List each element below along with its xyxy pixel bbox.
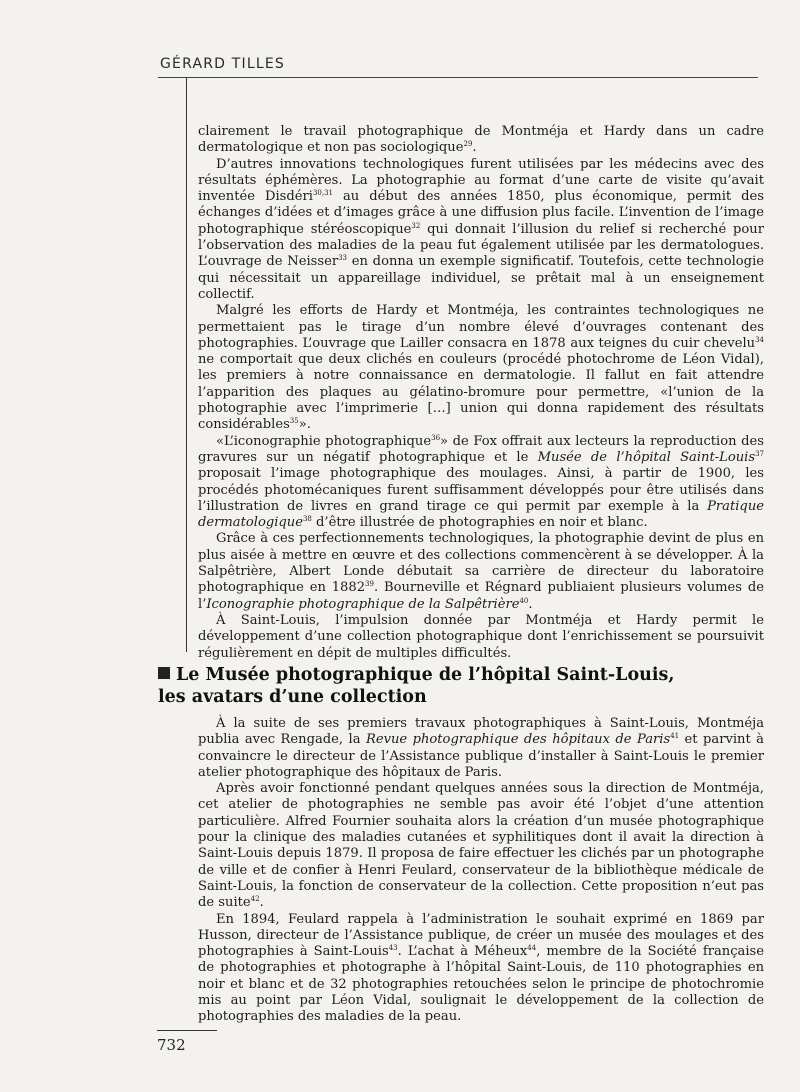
text-run: «L’iconographie photographique: [216, 433, 432, 449]
footnote-ref: 34: [755, 335, 764, 344]
page-number: 732: [157, 1036, 186, 1054]
text-run: d’être illustrée de photographies en noir et blanc.: [311, 515, 648, 531]
margin-rule: [186, 78, 187, 652]
footnote-ref: 44: [527, 944, 537, 953]
paragraph-1: [198, 124, 764, 157]
footnote-ref: 40: [519, 596, 529, 605]
section-title-text: les avatars d’une collection: [158, 687, 427, 707]
text-run: Malgré les efforts de Hardy et Montméja, les contraintes technologiques ne permettaient pas le tirage d’un nombre élevé d’ouvrages contenant des photographies. L’ouvrage que Lailler consacra en 1878 aux teignes du cuir chevelu: [198, 303, 764, 351]
text-run: au début des années 1850, plus économique, permit des échanges d’idées et d’images grâce à une diffusion plus facile. L’invention de l’image photographique stéréoscopique: [198, 189, 764, 237]
text-run: . Bourneville et Régnard publiaient plusieurs volumes de l’: [198, 580, 764, 612]
text-block-upper: [198, 124, 764, 662]
header-rule: [158, 77, 758, 78]
footnote-ref: 33: [338, 254, 348, 263]
paragraph-7: [198, 716, 764, 781]
paragraph-8: [198, 781, 764, 911]
footnote-ref: 38: [302, 515, 312, 524]
text-run: .: [472, 140, 477, 156]
text-run: .: [528, 596, 533, 612]
paragraph-9: [198, 912, 764, 1026]
footnote-ref: 41: [670, 732, 680, 741]
text-run: qui donnait l’illusion du relief si recherché pour l’observation des maladies de la peau fut également utilisée par les dermatologues. L’ouvrage de Neisser: [198, 221, 764, 270]
text-run: À la suite de ses premiers travaux photographiques à Saint-Louis, Montméja publia avec Rengade, la: [198, 716, 764, 748]
text-run: ».: [298, 417, 311, 433]
text-run: Après avoir fonctionné pendant quelques années sous la direction de Montméja, cet atelier de photographies ne semble pas avoir été l’objet d’une attention particulière. Alfred Fournier souhaita alors la création d’un musée photographique pour la clinique des maladies cutanées et syphilitiques dont il avait la direction à Saint-Louis depuis 1879. Il proposa de faire effectuer les clichés par un photographe de ville et de confier à Henri Feulard, conservateur de la bibliothèque médicale de Saint-Louis, la fonction de conservateur de la collection. Cette proposition n’eut pas de suite: [198, 781, 764, 911]
text-run: À Saint-Louis, l’impulsion donnée par Montméja et Hardy permit le développement d’une collection photographique dont l’enrichissement se poursuivit régulièrement en dépit de multiples difficultés.: [198, 612, 764, 661]
paragraph-4: [198, 434, 764, 532]
footnote-ref: 35: [289, 417, 299, 426]
section-title-text: Le Musée photographique de l’hôpital Saint-Louis,: [176, 665, 675, 685]
section-heading-line-2: [158, 686, 758, 708]
paragraph-3: [198, 303, 764, 433]
running-head: GÉRARD TILLES: [160, 56, 286, 72]
text-run: . L’achat à Méheux: [397, 944, 528, 960]
italic-title: Revue photographique des hôpitaux de Paris: [365, 732, 671, 748]
text-run: en donna un exemple significatif. Toutefois, cette technologie qui nécessitait un appareillage individuel, se prêtait mal à un enseignement collectif.: [198, 254, 765, 302]
text-run: proposait l’image photographique des moulages. Ainsi, à partir de 1900, les procédés photomécaniques furent suffisamment développés pour être utilisés dans l’illustration de livres en grand tirage ce qui permit par exemple à la: [198, 466, 764, 514]
text-run: D’autres innovations technologiques furent utilisées par les médecins avec des résultats éphémères. La photographie au format d’une carte de visite qu’avait inventée Disdéri: [198, 156, 764, 205]
text-run: En 1894, Feulard rappela à l’administration le souhait exprimé en 1869 par Husson, directeur de l’Assistance publique, de créer un musée des moulages et des photographies à Saint-Louis: [198, 911, 764, 960]
italic-title: Musée de l’hôpital Saint-Louis: [537, 449, 756, 465]
italic-title: Iconographie photographique de la Salpêtrière: [206, 596, 520, 612]
text-run: et parvint à convaincre le directeur de l’Assistance publique d’installer à Saint-Louis le premier atelier photographique des hôpitaux de Paris.: [198, 732, 764, 780]
footnote-ref: 36: [431, 433, 441, 442]
text-run: » de Fox offrait aux lecteurs la reproduction des gravures sur un négatif photographique et le: [198, 433, 764, 465]
italic-title: Pratique dermatologique: [198, 498, 764, 531]
square-bullet-icon: [158, 667, 170, 679]
text-run: ne comportait que deux clichés en couleurs (procédé photochrome de Léon Vidal), les premiers à notre connaissance en dermatologie. Il fallut en fait attendre l’apparition des plaques au gélatino-bromure pour permettre, «l’union de la photographie avec l’imprimerie […] union qui donna rapidement des résultats considérables: [198, 352, 764, 433]
section-heading-line-1: [158, 664, 758, 686]
section-heading: [158, 664, 758, 708]
footnote-ref: 32: [411, 221, 421, 230]
paragraph-6: [198, 613, 764, 662]
text-block-lower: [198, 716, 764, 1026]
paragraph-2: [198, 157, 764, 304]
text-run: , membre de la Société française de photographies et photographe à l’hôpital Saint-Louis, de 110 photographies en noir et blanc et de 32 photographies retouchées selon le principe de photochromie mis au point par Léon Vidal, soulignait le développement de la collection de photographies des maladies de la peau.: [198, 944, 764, 1025]
footnote-ref: 37: [755, 449, 765, 458]
text-run: Grâce à ces perfectionnements technologiques, la photographie devint de plus en plus aisée à mettre en œuvre et des collections commencèrent à se développer. À la Salpêtrière, Albert Londe débutait sa carrière de directeur du laboratoire photographique en 1882: [198, 531, 764, 596]
footnote-ref: 39: [365, 580, 374, 589]
footnote-ref: 30,31: [312, 189, 333, 198]
text-run: clairement le travail photographique de Montméja et Hardy dans un cadre dermatologique et non pas sociologique: [198, 124, 764, 156]
text-run: .: [259, 895, 264, 911]
paragraph-5: [198, 531, 764, 612]
footnote-ref: 42: [250, 895, 260, 904]
footnote-ref: 29: [463, 140, 473, 149]
footnote-ref: 43: [388, 944, 398, 953]
footer-rule: [157, 1030, 217, 1031]
